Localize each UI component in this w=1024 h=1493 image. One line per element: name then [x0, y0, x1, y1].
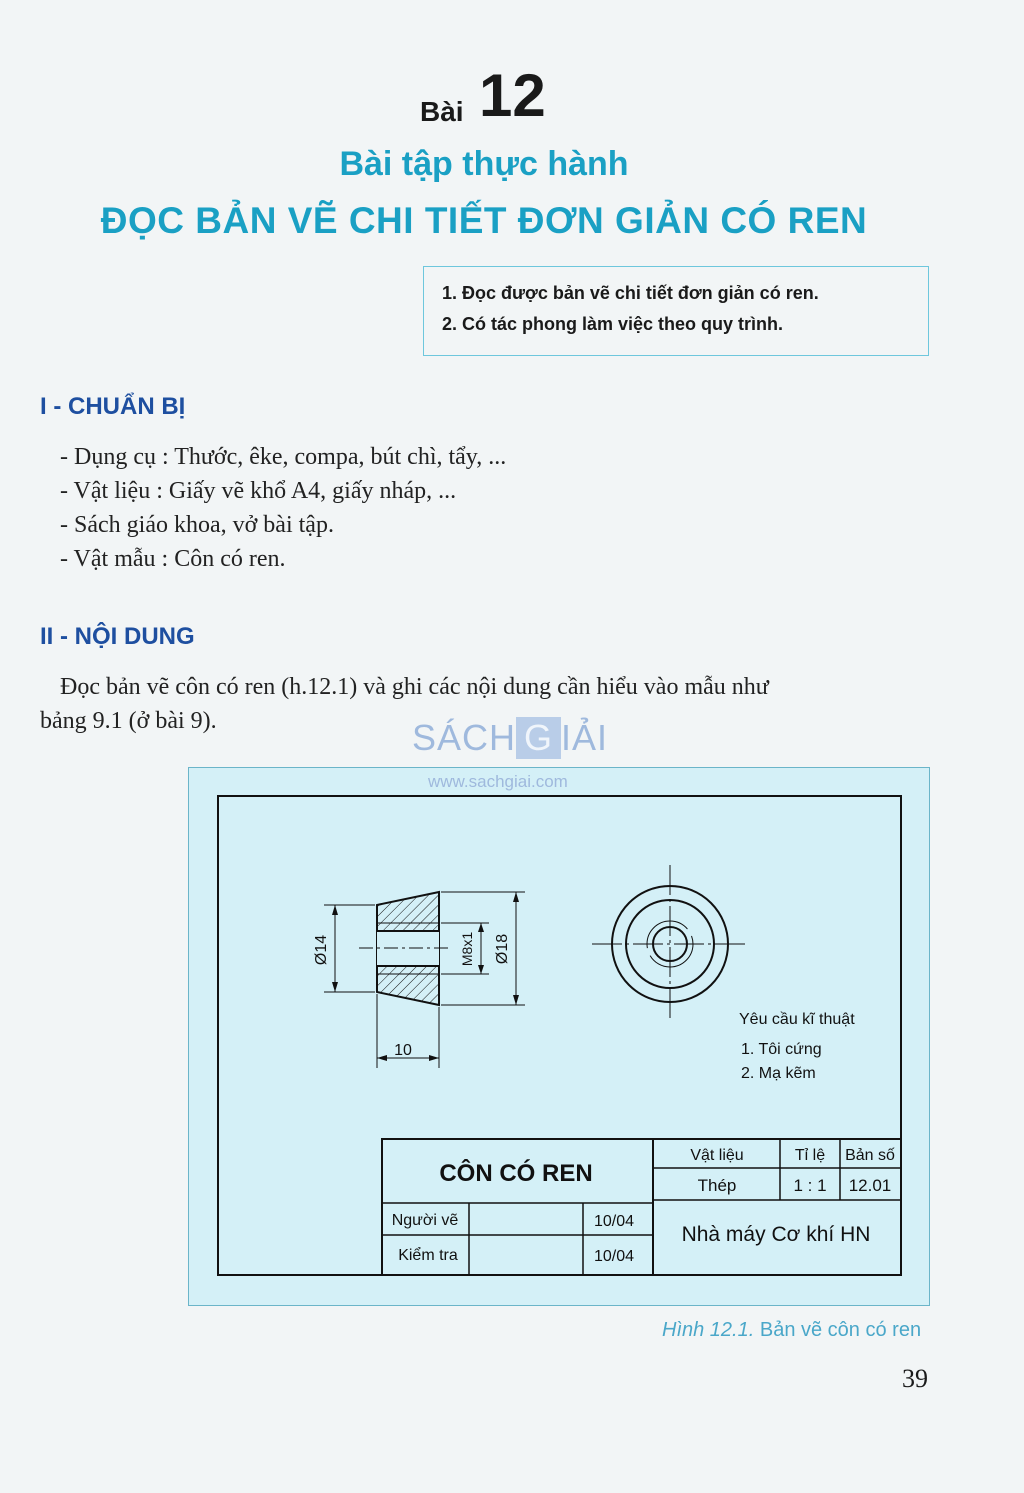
drawn-date: 10/04 — [593, 1213, 635, 1230]
lesson-number: 12 — [479, 62, 546, 129]
requirement-item: 1. Tôi cứng — [741, 1041, 822, 1058]
part-name: CÔN CÓ REN — [439, 1160, 593, 1187]
caption-text: Bản vẽ côn có ren — [754, 1319, 922, 1341]
scale-label: Tỉ lệ — [794, 1147, 826, 1164]
checked-by-label: Kiểm tra — [398, 1247, 458, 1264]
scale-value: 1 : 1 — [793, 1176, 827, 1195]
drawn-by-label: Người vẽ — [391, 1212, 459, 1229]
dimension-d14: Ø14 — [313, 934, 330, 966]
paragraph-line: bảng 9.1 (ở bài 9). — [40, 708, 217, 734]
drawing-figure — [188, 767, 930, 1306]
side-view — [592, 865, 748, 1018]
objectives-box — [423, 266, 929, 356]
lesson-subtitle: Bài tập thực hành — [339, 145, 629, 183]
paragraph-line: Đọc bản vẽ côn có ren (h.12.1) và ghi các nội dung cần hiểu vào mẫu như — [60, 674, 769, 700]
list-item: - Vật mẫu : Côn có ren. — [60, 546, 286, 572]
watermark-text: IẢI — [561, 717, 609, 758]
watermark-url: www.sachgiai.com — [428, 772, 568, 791]
checked-date: 10/04 — [593, 1248, 635, 1265]
drawing-number-label: Bản số — [845, 1147, 895, 1164]
company-name: Nhà máy Cơ khí HN — [681, 1223, 871, 1246]
material-label: Vật liệu — [690, 1147, 744, 1164]
list-item: - Dụng cụ : Thước, êke, compa, bút chì, tẩy, ... — [60, 444, 507, 470]
section-heading-content: II - NỘI DUNG — [40, 623, 195, 650]
section-heading-prepare: I - CHUẨN BỊ — [40, 393, 186, 420]
dimension-d18: Ø18 — [494, 933, 511, 965]
objective-item: 1. Đọc được bản vẽ chi tiết đơn giản có ren. — [442, 283, 819, 303]
requirements-title: Yêu cầu kĩ thuật — [739, 1011, 855, 1028]
dimension-thread: M8x1 — [459, 931, 475, 967]
watermark-text: SÁCH — [412, 717, 517, 758]
caption-label: Hình 12.1. — [662, 1319, 755, 1341]
technical-drawing — [189, 768, 931, 1307]
watermark-logo — [412, 717, 608, 759]
drawing-number-value: 12.01 — [848, 1176, 892, 1195]
watermark-g-mark: G — [516, 717, 561, 759]
dimension-length: 10 — [394, 1042, 412, 1059]
prepare-list — [60, 440, 506, 576]
requirement-item: 2. Mạ kẽm — [741, 1065, 816, 1082]
section-view — [324, 892, 525, 1068]
lesson-label: Bài — [420, 96, 464, 127]
material-value: Thép — [697, 1176, 737, 1195]
lesson-title: ĐỌC BẢN VẼ CHI TIẾT ĐƠN GIẢN CÓ REN — [100, 200, 868, 241]
page-number: 39 — [902, 1364, 928, 1393]
objective-item: 2. Có tác phong làm việc theo quy trình. — [442, 314, 784, 334]
list-item: - Sách giáo khoa, vở bài tập. — [60, 512, 334, 538]
list-item: - Vật liệu : Giấy vẽ khổ A4, giấy nháp, ... — [60, 478, 457, 504]
figure-caption — [662, 1319, 921, 1342]
